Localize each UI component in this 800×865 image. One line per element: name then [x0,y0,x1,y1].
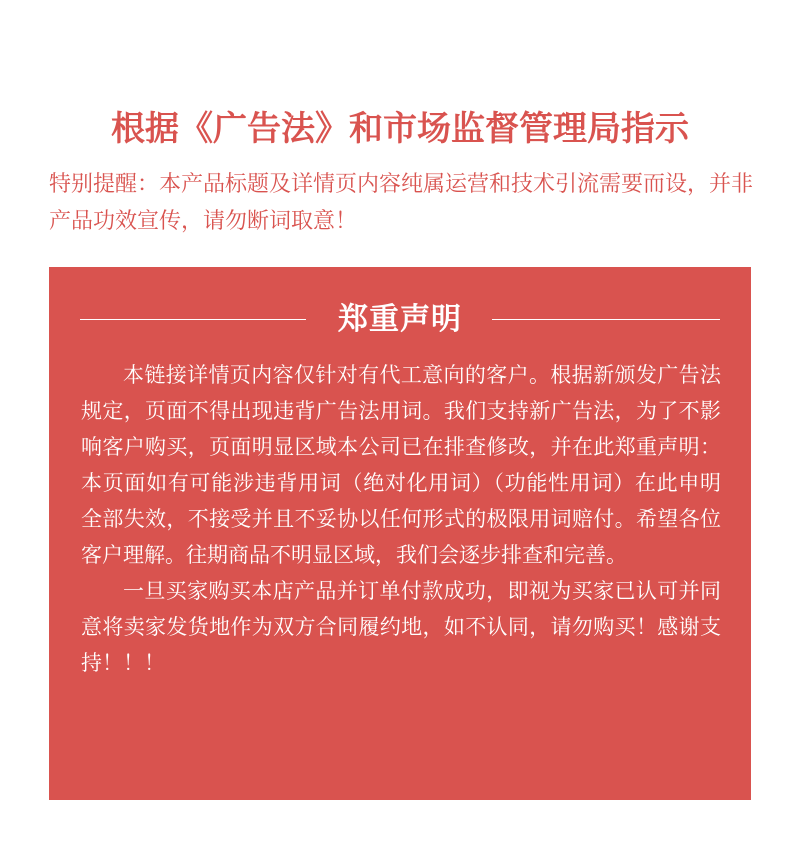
notice-text: 特别提醒：本产品标题及详情页内容纯属运营和技术引流需要而设，并非产品功效宣传，请勿断词取意！ [49,172,754,234]
declaration-body [81,357,721,681]
declaration-paragraph-2: 一旦买家购买本店产品并订单付款成功，即视为买家已认可并同意将卖家发货地作为双方合同履约地，如不认同，请勿购买！感谢支持！！！ [81,579,721,675]
page-title: 根据《广告法》和市场监督管理局指示 [111,109,689,149]
declaration-panel [49,267,751,800]
declaration-title: 郑重声明 [338,302,462,337]
declaration-paragraph-1: 本链接详情页内容仅针对有代工意向的客户。根据新颁发广告法规定，页面不得出现违背广告法用词。我们支持新广告法，为了不影响客户购买，页面明显区域本公司已在排查修改，并在此郑重声明：本页面如有可能涉违背用词（绝对化用词）（功能性用词）在此申明全部失效，不接受并且不妥协以任何形式的极限用词赔付。希望各位客户理解。往期商品不明显区域，我们会逐步排查和完善。 [81,363,721,567]
title-divider-right [492,319,720,320]
